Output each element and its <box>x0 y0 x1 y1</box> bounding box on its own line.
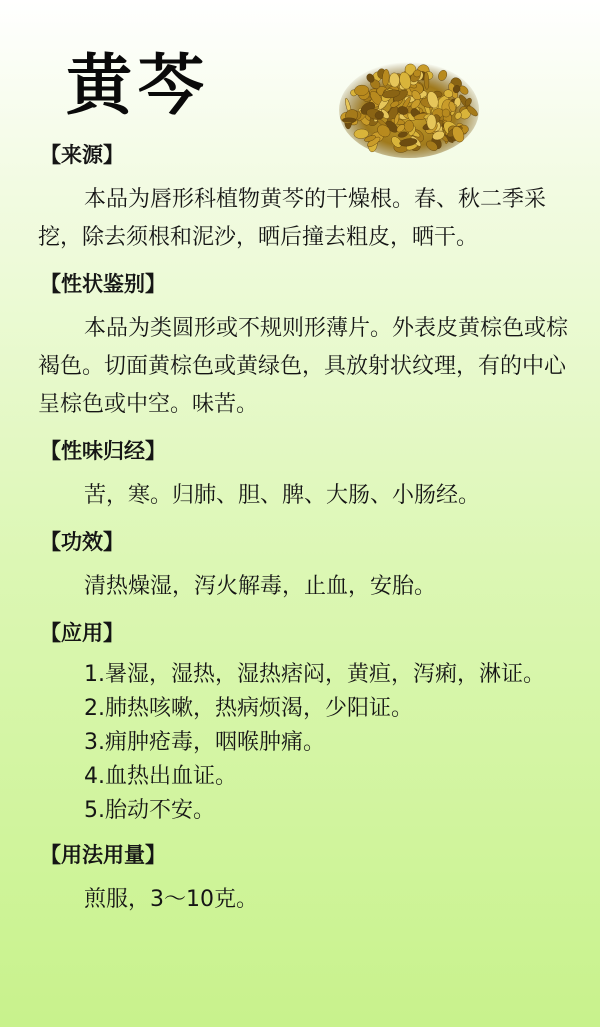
section-body: 本品为唇形科植物黄芩的干燥根。春、秋二季采挖，除去须根和泥沙，晒后撞去粗皮，晒干。 <box>38 187 547 250</box>
section-heading: 【功效】 <box>40 530 124 554</box>
section-nature-meridian <box>38 436 568 515</box>
herb-chip <box>342 118 356 123</box>
application-list <box>38 658 568 828</box>
section-body: 苦，寒。归肺、胆、脾、大肠、小肠经。 <box>84 483 481 508</box>
section-heading: 【性状鉴别】 <box>40 272 166 296</box>
list-item: 5.胎动不安。 <box>84 798 215 823</box>
list-item: 4.血热出血证。 <box>84 764 237 789</box>
section-efficacy <box>38 527 568 606</box>
section-body: 本品为类圆形或不规则形薄片。外表皮黄棕色或棕褐色。切面黄棕色或黄绿色，具放射状纹理，有的中心呈棕色或中空。味苦。 <box>38 316 569 417</box>
list-item: 1.暑湿，湿热，湿热痞闷，黄疸，泻痢，淋证。 <box>84 662 545 687</box>
section-heading: 【用法用量】 <box>40 843 166 867</box>
herb-chip <box>427 114 436 129</box>
section-heading: 【应用】 <box>40 621 124 645</box>
section-application <box>38 618 568 828</box>
page-title: 黄芩 <box>66 47 210 124</box>
section-body: 清热燥湿，泻火解毒，止血，安胎。 <box>84 574 437 599</box>
section-source <box>38 140 568 257</box>
list-item: 3.痈肿疮毒，咽喉肿痛。 <box>84 730 325 755</box>
section-heading: 【性味归经】 <box>40 439 166 463</box>
section-body: 煎服，3～10克。 <box>84 887 258 912</box>
section-identification <box>38 269 568 424</box>
content <box>38 140 568 931</box>
section-heading: 【来源】 <box>40 143 124 167</box>
list-item: 2.肺热咳嗽，热病烦渴，少阳证。 <box>84 696 413 721</box>
section-dosage <box>38 840 568 919</box>
